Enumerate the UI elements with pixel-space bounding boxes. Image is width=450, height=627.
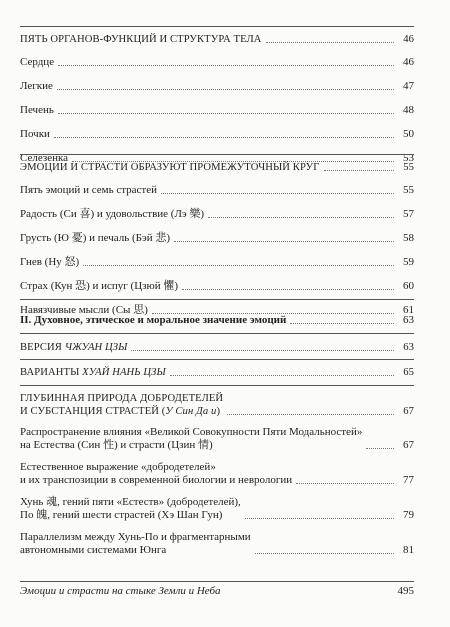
leader-dots (170, 375, 394, 376)
toc-entry[interactable] (20, 56, 414, 69)
toc-entry-page: 59 (403, 256, 414, 268)
toc-entry-title: Почки (20, 128, 50, 140)
toc-entry-page: 55 (403, 162, 414, 173)
toc-entry-page: 79 (403, 509, 414, 521)
divider (20, 333, 414, 334)
top-divider (20, 26, 414, 27)
toc-entry-title: Гнев (Ну 怒) (20, 256, 80, 268)
divider (20, 299, 414, 300)
divider (20, 154, 414, 155)
leader-dots (131, 350, 394, 351)
toc-entry[interactable] (20, 161, 414, 174)
toc-entry-page: 67 (403, 406, 414, 417)
toc-entry[interactable] (20, 80, 414, 93)
toc-entry-page: 50 (403, 128, 414, 140)
toc-entry[interactable] (20, 184, 414, 197)
toc-entry-page: 63 (403, 314, 414, 326)
toc-entry-title: Хунь 魂, гений пяти «Естеств» (добродетелей), По 魄, гений шести страстей (Хэ Шан Гун) (20, 496, 241, 521)
leader-dots (57, 89, 394, 90)
toc-entry[interactable] (20, 366, 414, 379)
leader-dots (58, 65, 394, 66)
toc-part-two (20, 314, 414, 327)
toc-entry[interactable] (20, 461, 414, 487)
leader-dots (182, 289, 394, 290)
toc-entry[interactable] (20, 33, 414, 46)
toc-entry-title: ВАРИАНТЫ ХУАЙ НАНЬ ЦЗЫ (20, 367, 166, 378)
leader-dots (296, 483, 394, 484)
toc-entry[interactable] (20, 280, 414, 293)
toc-entry-title: Сердце (20, 56, 55, 68)
leader-dots (324, 170, 394, 171)
toc-entry[interactable] (20, 531, 414, 557)
toc-variants (20, 366, 414, 379)
toc-entry[interactable] (20, 256, 414, 269)
toc-entry-title: Страх (Кун 恐) и испуг (Цзюй 懼) (20, 280, 179, 292)
toc-entry-title: ВЕРСИЯ ЧЖУАН ЦЗЫ (20, 342, 128, 353)
toc-entry-title: ГЛУБИННАЯ ПРИРОДА ДОБРОДЕТЕЛЕЙ И СУБСТАНЦИЯ СТРАСТЕЙ (У Син Да и) (20, 393, 224, 417)
toc-entry-page: 57 (403, 208, 414, 220)
toc-entry[interactable] (20, 208, 414, 221)
toc-entry[interactable] (20, 426, 414, 452)
leader-dots (227, 414, 394, 415)
toc-entry[interactable] (20, 104, 414, 117)
leader-dots (83, 265, 394, 266)
toc-entry-title: Распространение влияния «Великой Совокупности Пяти Модальностей» на Естества (Син 性) и страсти (Цзин 情) (20, 426, 363, 451)
toc-entry-title: Навязчивые мысли (Сы 思) (20, 304, 148, 316)
page-number: 495 (397, 585, 414, 597)
toc-entry-title: Легкие (20, 80, 53, 92)
toc-entry-title: Пять эмоций и семь страстей (20, 184, 158, 196)
toc-entry-title: II. Духовное, этическое и моральное значение эмоций (20, 314, 287, 326)
toc-entry[interactable] (20, 232, 414, 245)
toc-entry-page: 65 (403, 367, 414, 378)
toc-entry-title: Грусть (Ю 憂) и печаль (Бэй 悲) (20, 232, 171, 244)
toc-entry[interactable] (20, 128, 414, 141)
toc-entry-page: 61 (403, 304, 414, 316)
toc-version (20, 341, 414, 354)
leader-dots (58, 113, 394, 114)
toc-entry-page: 58 (403, 232, 414, 244)
toc-entry[interactable] (20, 341, 414, 354)
toc-entry-page: 63 (403, 342, 414, 353)
leader-dots (54, 137, 394, 138)
page-footer (20, 581, 414, 597)
toc-entry-page: 47 (403, 80, 414, 92)
toc-entry-page: 48 (403, 104, 414, 116)
divider (20, 385, 414, 386)
toc-entry-title: Селезенка (20, 152, 69, 164)
toc-entry[interactable] (20, 392, 414, 418)
leader-dots (366, 448, 394, 449)
running-title: Эмоции и страсти на стыке Земли и Неба (20, 585, 221, 597)
toc-entry-page: 46 (403, 34, 414, 45)
leader-dots (255, 553, 394, 554)
leader-dots (174, 241, 394, 242)
leader-dots (161, 193, 394, 194)
leader-dots (208, 217, 394, 218)
toc-section-virtues (20, 392, 414, 557)
toc-entry-title: Параллелизм между Хунь-По и фрагментарными автономными системами Юнга (20, 531, 251, 556)
toc-entry-page: 81 (403, 544, 414, 556)
leader-dots (245, 518, 394, 519)
toc-entry[interactable] (20, 314, 414, 327)
toc-entry-title: ПЯТЬ ОРГАНОВ-ФУНКЦИЙ И СТРУКТУРА ТЕЛА (20, 34, 262, 45)
toc-entry-page: 60 (403, 280, 414, 292)
toc-entry-title: Печень (20, 104, 54, 116)
toc-entry-page: 77 (403, 474, 414, 486)
toc-entry-page: 46 (403, 56, 414, 68)
toc-entry-page: 53 (403, 152, 414, 164)
leader-dots (290, 323, 394, 324)
toc-entry[interactable] (20, 496, 414, 522)
toc-entry-title: ЭМОЦИИ И СТРАСТИ ОБРАЗУЮТ ПРОМЕЖУТОЧНЫЙ КРУГ (20, 162, 320, 173)
toc-section-emotions (20, 161, 414, 317)
toc-entry-title: Радость (Си 喜) и удовольствие (Лэ 樂) (20, 208, 205, 220)
toc-section-organs (20, 33, 414, 165)
toc-entry-page: 55 (403, 184, 414, 196)
leader-dots (266, 42, 394, 43)
divider (20, 359, 414, 360)
toc-entry-page: 67 (403, 439, 414, 451)
toc-entry-title: Естественное выражение «добродетелей» и их транспозиции в современной биологии и неврологии (20, 461, 293, 486)
